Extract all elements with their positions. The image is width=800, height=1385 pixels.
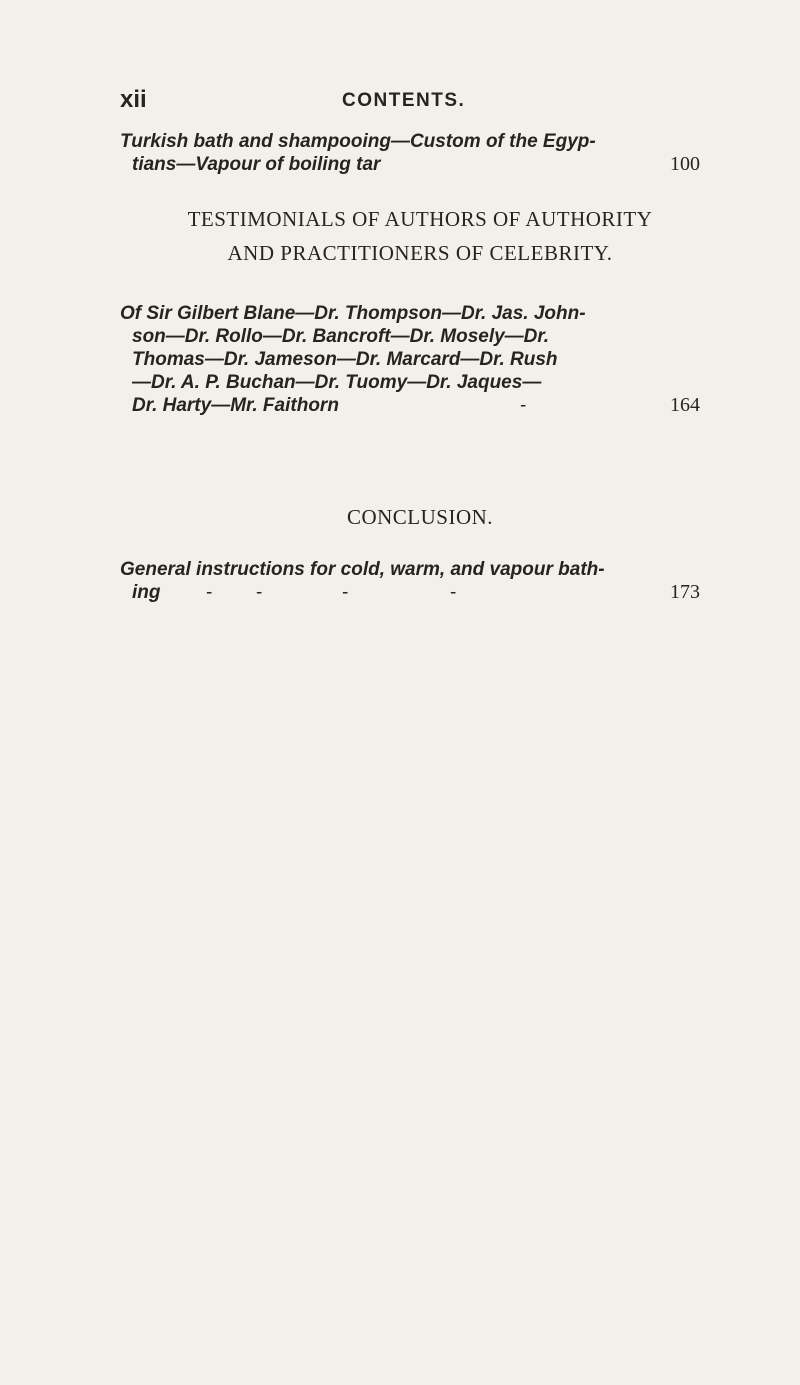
running-head xyxy=(120,86,720,122)
entry-page-number: 164 xyxy=(670,394,700,416)
entry-text-line xyxy=(120,581,700,604)
entry-text: tians—Vapour of boiling tar xyxy=(132,154,381,175)
section-heading-testimonials xyxy=(120,202,720,270)
contents-entry-conclusion xyxy=(120,558,700,604)
running-head-title: CONTENTS. xyxy=(342,90,466,111)
heading-line: CONCLUSION. xyxy=(346,505,494,529)
heading-line: TESTIMONIALS OF AUTHORS OF AUTHORITY xyxy=(187,207,653,231)
leader-dash: - xyxy=(342,582,349,603)
leader-dash: - xyxy=(206,582,213,603)
entry-text-line xyxy=(120,394,700,417)
entry-text-line: Of Sir Gilbert Blane—Dr. Thompson—Dr. Jas. John- xyxy=(120,303,586,324)
contents-entry-testimonials xyxy=(120,302,700,417)
entry-text-line: son—Dr. Rollo—Dr. Bancroft—Dr. Mosely—Dr. xyxy=(132,326,550,347)
entry-text: ing xyxy=(132,582,161,603)
entry-text-line: General instructions for cold, warm, and vapour bath- xyxy=(120,559,605,580)
entry-page-number: 100 xyxy=(670,153,700,175)
heading-line: AND PRACTITIONERS OF CELEBRITY. xyxy=(227,241,613,265)
entry-text-line: Turkish bath and shampooing—Custom of the Egyp- xyxy=(120,131,596,152)
entry-text-line xyxy=(120,153,700,176)
leader-dash: - xyxy=(450,582,457,603)
section-heading-conclusion xyxy=(120,500,720,534)
leader-dash: - xyxy=(520,395,527,416)
entry-text-line: —Dr. A. P. Buchan—Dr. Tuomy—Dr. Jaques— xyxy=(132,372,542,393)
contents-entry-turkish-bath xyxy=(120,130,700,176)
entry-text: Dr. Harty—Mr. Faithorn xyxy=(132,395,339,416)
leader-dash: - xyxy=(256,582,263,603)
page-number: xii xyxy=(120,86,147,113)
entry-text-line: Thomas—Dr. Jameson—Dr. Marcard—Dr. Rush xyxy=(132,349,558,370)
entry-page-number: 173 xyxy=(670,581,700,603)
